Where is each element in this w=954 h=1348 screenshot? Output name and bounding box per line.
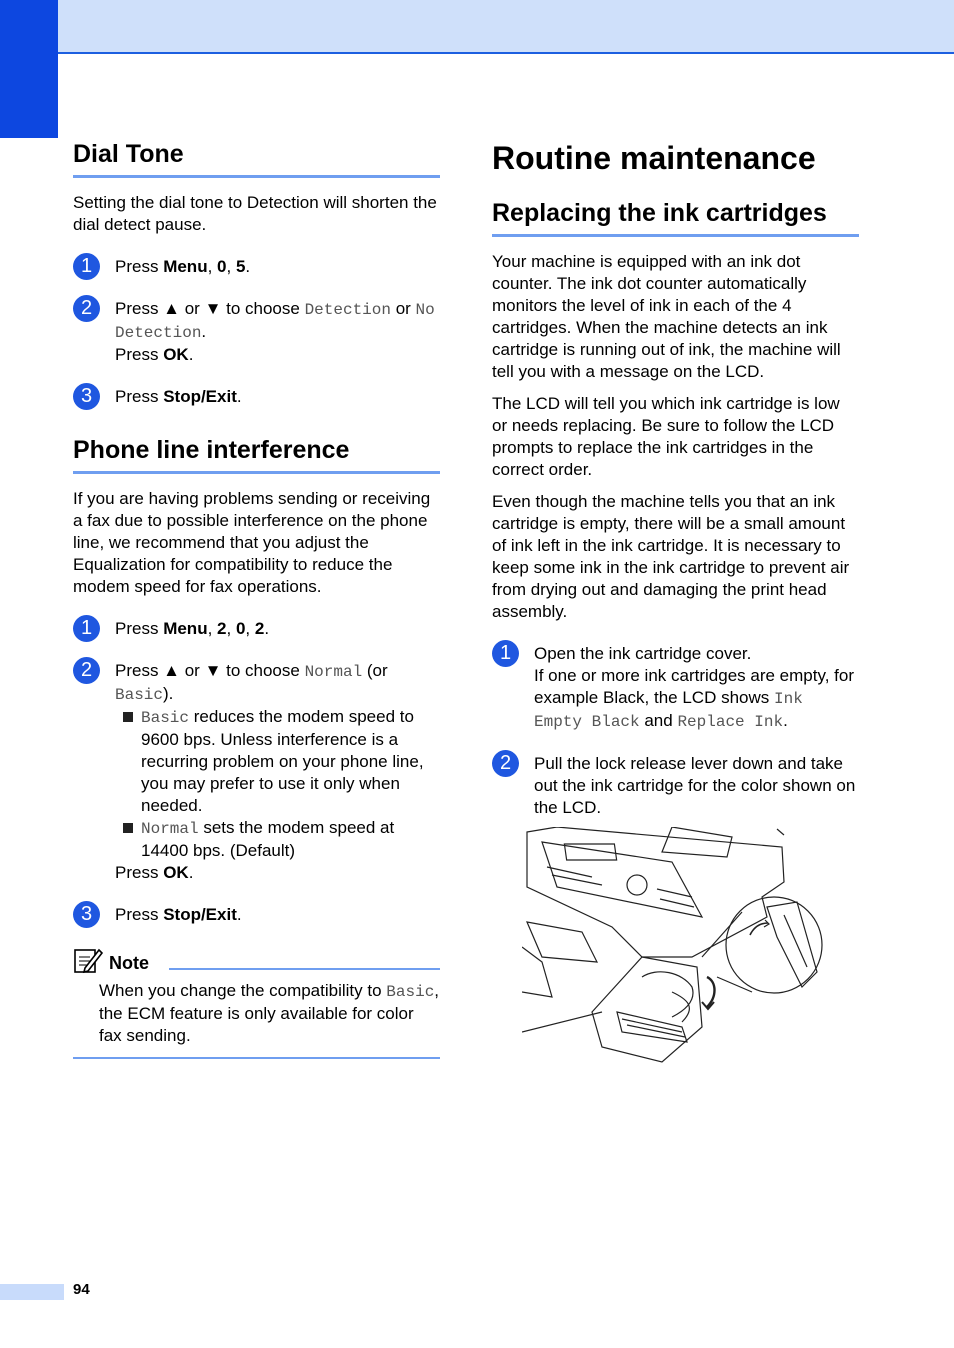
chapter-title: Routine maintenance bbox=[492, 140, 816, 176]
dial-tone-step-1: 1 Press Menu, 0, 5. bbox=[73, 256, 440, 278]
phone-line-heading: Phone line interference bbox=[73, 436, 440, 474]
dial-tone-step-3: 3 Press Stop/Exit. bbox=[73, 386, 440, 408]
note-box bbox=[73, 946, 440, 1059]
ink-cartridge-illustration bbox=[522, 827, 827, 1072]
note-text: When you change the compatibility to Basic, the ECM feature is only available for color fax sending. bbox=[99, 981, 440, 1045]
step-number-badge: 3 bbox=[73, 383, 100, 410]
dial-tone-intro: Setting the dial tone to Detection will shorten the dial detect pause. bbox=[73, 193, 437, 234]
note-title: Note bbox=[109, 953, 149, 973]
footer-band bbox=[0, 1284, 64, 1300]
body-paragraph: Your machine is equipped with an ink dot counter. The ink dot counter automatically monitors the level of ink in each of the 4 cartridges. When the machine detects an ink cartridge is running out of ink, the machine will tell you with a message on the LCD. bbox=[492, 252, 841, 381]
step-number-badge: 1 bbox=[73, 253, 100, 280]
step-number-badge: 2 bbox=[73, 657, 100, 684]
bullet-item: Normal sets the modem speed at 14400 bps. (Default) bbox=[115, 817, 440, 862]
section-heading: Replacing the ink cartridges bbox=[492, 199, 859, 237]
page-number: 94 bbox=[73, 1281, 90, 1298]
phone-line-step-1: 1 Press Menu, 2, 0, 2. bbox=[73, 618, 440, 640]
step-number-badge: 1 bbox=[492, 640, 519, 667]
bullet-square bbox=[123, 823, 133, 833]
note-bottom-rule bbox=[73, 1057, 440, 1059]
chapter-tab bbox=[0, 0, 58, 138]
bullet-item: Basic reduces the modem speed to 9600 bps. Unless interference is a recurring problem on your phone line, you may prefer to use it only when needed. bbox=[115, 706, 440, 817]
bullet-square bbox=[123, 712, 133, 722]
step-number-badge: 2 bbox=[73, 295, 100, 322]
note-rule bbox=[169, 968, 440, 970]
ink-step-2: 2 Pull the lock release lever down and take out the ink cartridge for the color shown on the LCD. bbox=[492, 753, 859, 819]
step-number-badge: 1 bbox=[73, 615, 100, 642]
phone-line-step-2: 2 Press ▲ or ▼ to choose Normal (or Basic). Basic reduces the modem speed to 9600 bps. Unless interference is a recurring problem on your phone line, you may prefer to use it only when needed. Normal sets the modem speed at 14400 bps. (Default) Press OK. bbox=[73, 660, 440, 884]
left-column bbox=[73, 140, 440, 1059]
ink-step-1: 1 Open the ink cartridge cover. If one or more ink cartridges are empty, for example Black, the LCD shows Ink Empty Black and Replace Ink. bbox=[492, 643, 859, 733]
dial-tone-step-2: 2 Press ▲ or ▼ to choose Detection or No Detection. Press OK. bbox=[73, 298, 440, 366]
header-band bbox=[0, 0, 954, 54]
dial-tone-heading: Dial Tone bbox=[73, 140, 440, 178]
phone-line-intro: If you are having problems sending or receiving a fax due to possible interference on the phone line, we recommend that you adjust the Equalization for compatibility to reduce the modem speed for fax operations. bbox=[73, 489, 431, 596]
note-header bbox=[73, 946, 440, 974]
step-number-badge: 2 bbox=[492, 750, 519, 777]
body-paragraph: Even though the machine tells you that an ink cartridge is empty, there will be a small amount of ink left in the ink cartridge. It is necessary to keep some ink in the ink cartridge to prevent air from drying out and damaging the print head assembly. bbox=[492, 492, 850, 621]
phone-line-step-3: 3 Press Stop/Exit. bbox=[73, 904, 440, 926]
note-pencil-icon bbox=[73, 946, 103, 974]
step-number-badge: 3 bbox=[73, 901, 100, 928]
body-paragraph: The LCD will tell you which ink cartridge is low or needs replacing. Be sure to follow the LCD prompts to replace the ink cartridges in the correct order. bbox=[492, 394, 840, 479]
right-column bbox=[492, 140, 859, 1072]
